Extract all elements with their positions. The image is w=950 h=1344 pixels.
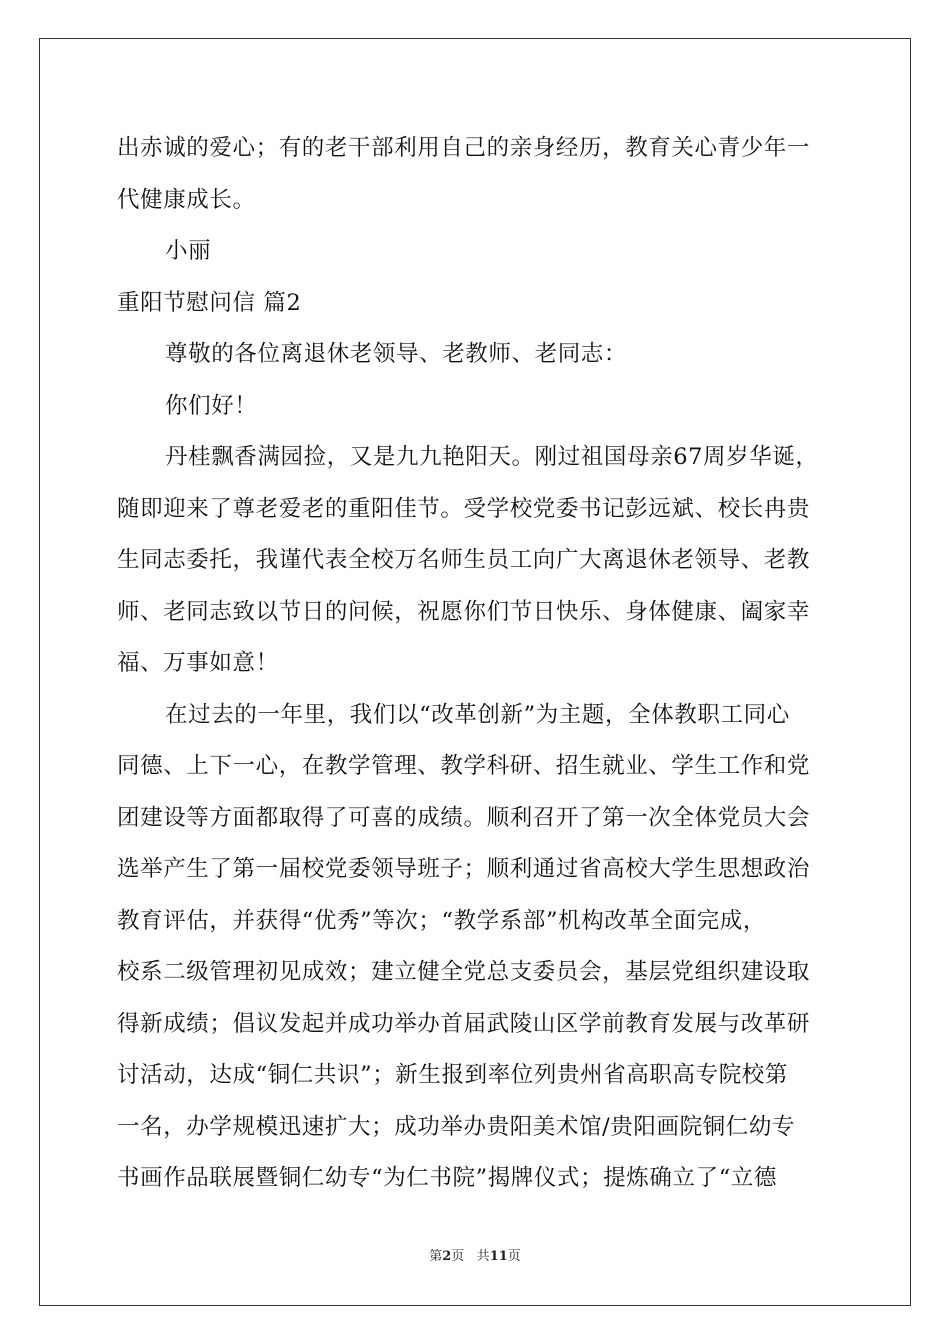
paragraph-1-line-4: 师、老同志致以节日的问候，祝愿你们节日快乐、身体健康、阖家幸 (117, 598, 811, 625)
text-line-1: 出赤诚的爱心；有的老干部利用自己的亲身经历，教育关心青少年一 (117, 135, 811, 161)
text-line-2: 代健康成长。 (117, 186, 256, 213)
paragraph-2-line-5: 教育评估，并获得“优秀”等次；“教学系部”机构改革全面完成， (117, 907, 767, 934)
paragraph-2-line-6: 校系二级管理初见成效；建立健全党总支委员会，基层党组织建设取 (117, 959, 811, 985)
total-pages-number: 11 (489, 1249, 508, 1264)
greeting: 你们好！ (165, 392, 258, 419)
paragraph-1-line-2: 随即迎来了尊老爱老的重阳佳节。受学校党委书记彭远斌、校长冉贵 (117, 495, 811, 522)
salutation: 尊敬的各位离退休老领导、老教师、老同志： (165, 341, 628, 367)
paragraph-2-line-10: 书画作品联展暨铜仁幼专“为仁书院”揭牌仪式；提炼确立了“立德 (117, 1165, 778, 1191)
paragraph-1-line-3: 生同志委托，我谨代表全校万名师生员工向广大离退休老领导、老教 (117, 547, 811, 573)
paragraph-2-line-4: 选举产生了第一届校党委领导班子；顺利通过省高校大学生思想政治 (117, 856, 811, 882)
signature-line: 小丽 (165, 238, 212, 264)
paragraph-2-line-2: 同德、上下一心，在教学管理、教学科研、招生就业、学生工作和党 (117, 753, 811, 779)
paragraph-2-line-8: 讨活动，达成“铜仁共识”；新生报到率位列贵州省高职高专院校第 (117, 1062, 789, 1088)
footer-page-word: 页 (451, 1249, 465, 1264)
page-footer (0, 1245, 950, 1264)
paragraph-1-line-1: 丹桂飘香满园捡，又是九九艳阳天。刚过祖国母亲67周岁华诞， (165, 444, 819, 470)
current-page-number: 2 (442, 1249, 452, 1264)
footer-total-prefix: 共 (476, 1249, 490, 1264)
paragraph-2-line-7: 得新成绩；倡议发起并成功举办首届武陵山区学前教育发展与改革研 (117, 1010, 811, 1037)
paragraph-2-line-1: 在过去的一年里，我们以“改革创新”为主题，全体教职工同心 (165, 701, 790, 728)
document-body (117, 123, 837, 1205)
section-heading: 重阳节慰问信 篇2 (117, 289, 302, 316)
paragraph-2-line-3: 团建设等方面都取得了可喜的成绩。顺利召开了第一次全体党员大会 (117, 804, 811, 831)
paragraph-2-line-9: 一名，办学规模迅速扩大；成功举办贵阳美术馆/贵阳画院铜仁幼专 (117, 1113, 796, 1140)
paragraph-1-line-5: 福、万事如意！ (117, 650, 279, 676)
footer-total-suffix: 页 (507, 1249, 521, 1264)
footer-prefix: 第 (429, 1249, 443, 1264)
